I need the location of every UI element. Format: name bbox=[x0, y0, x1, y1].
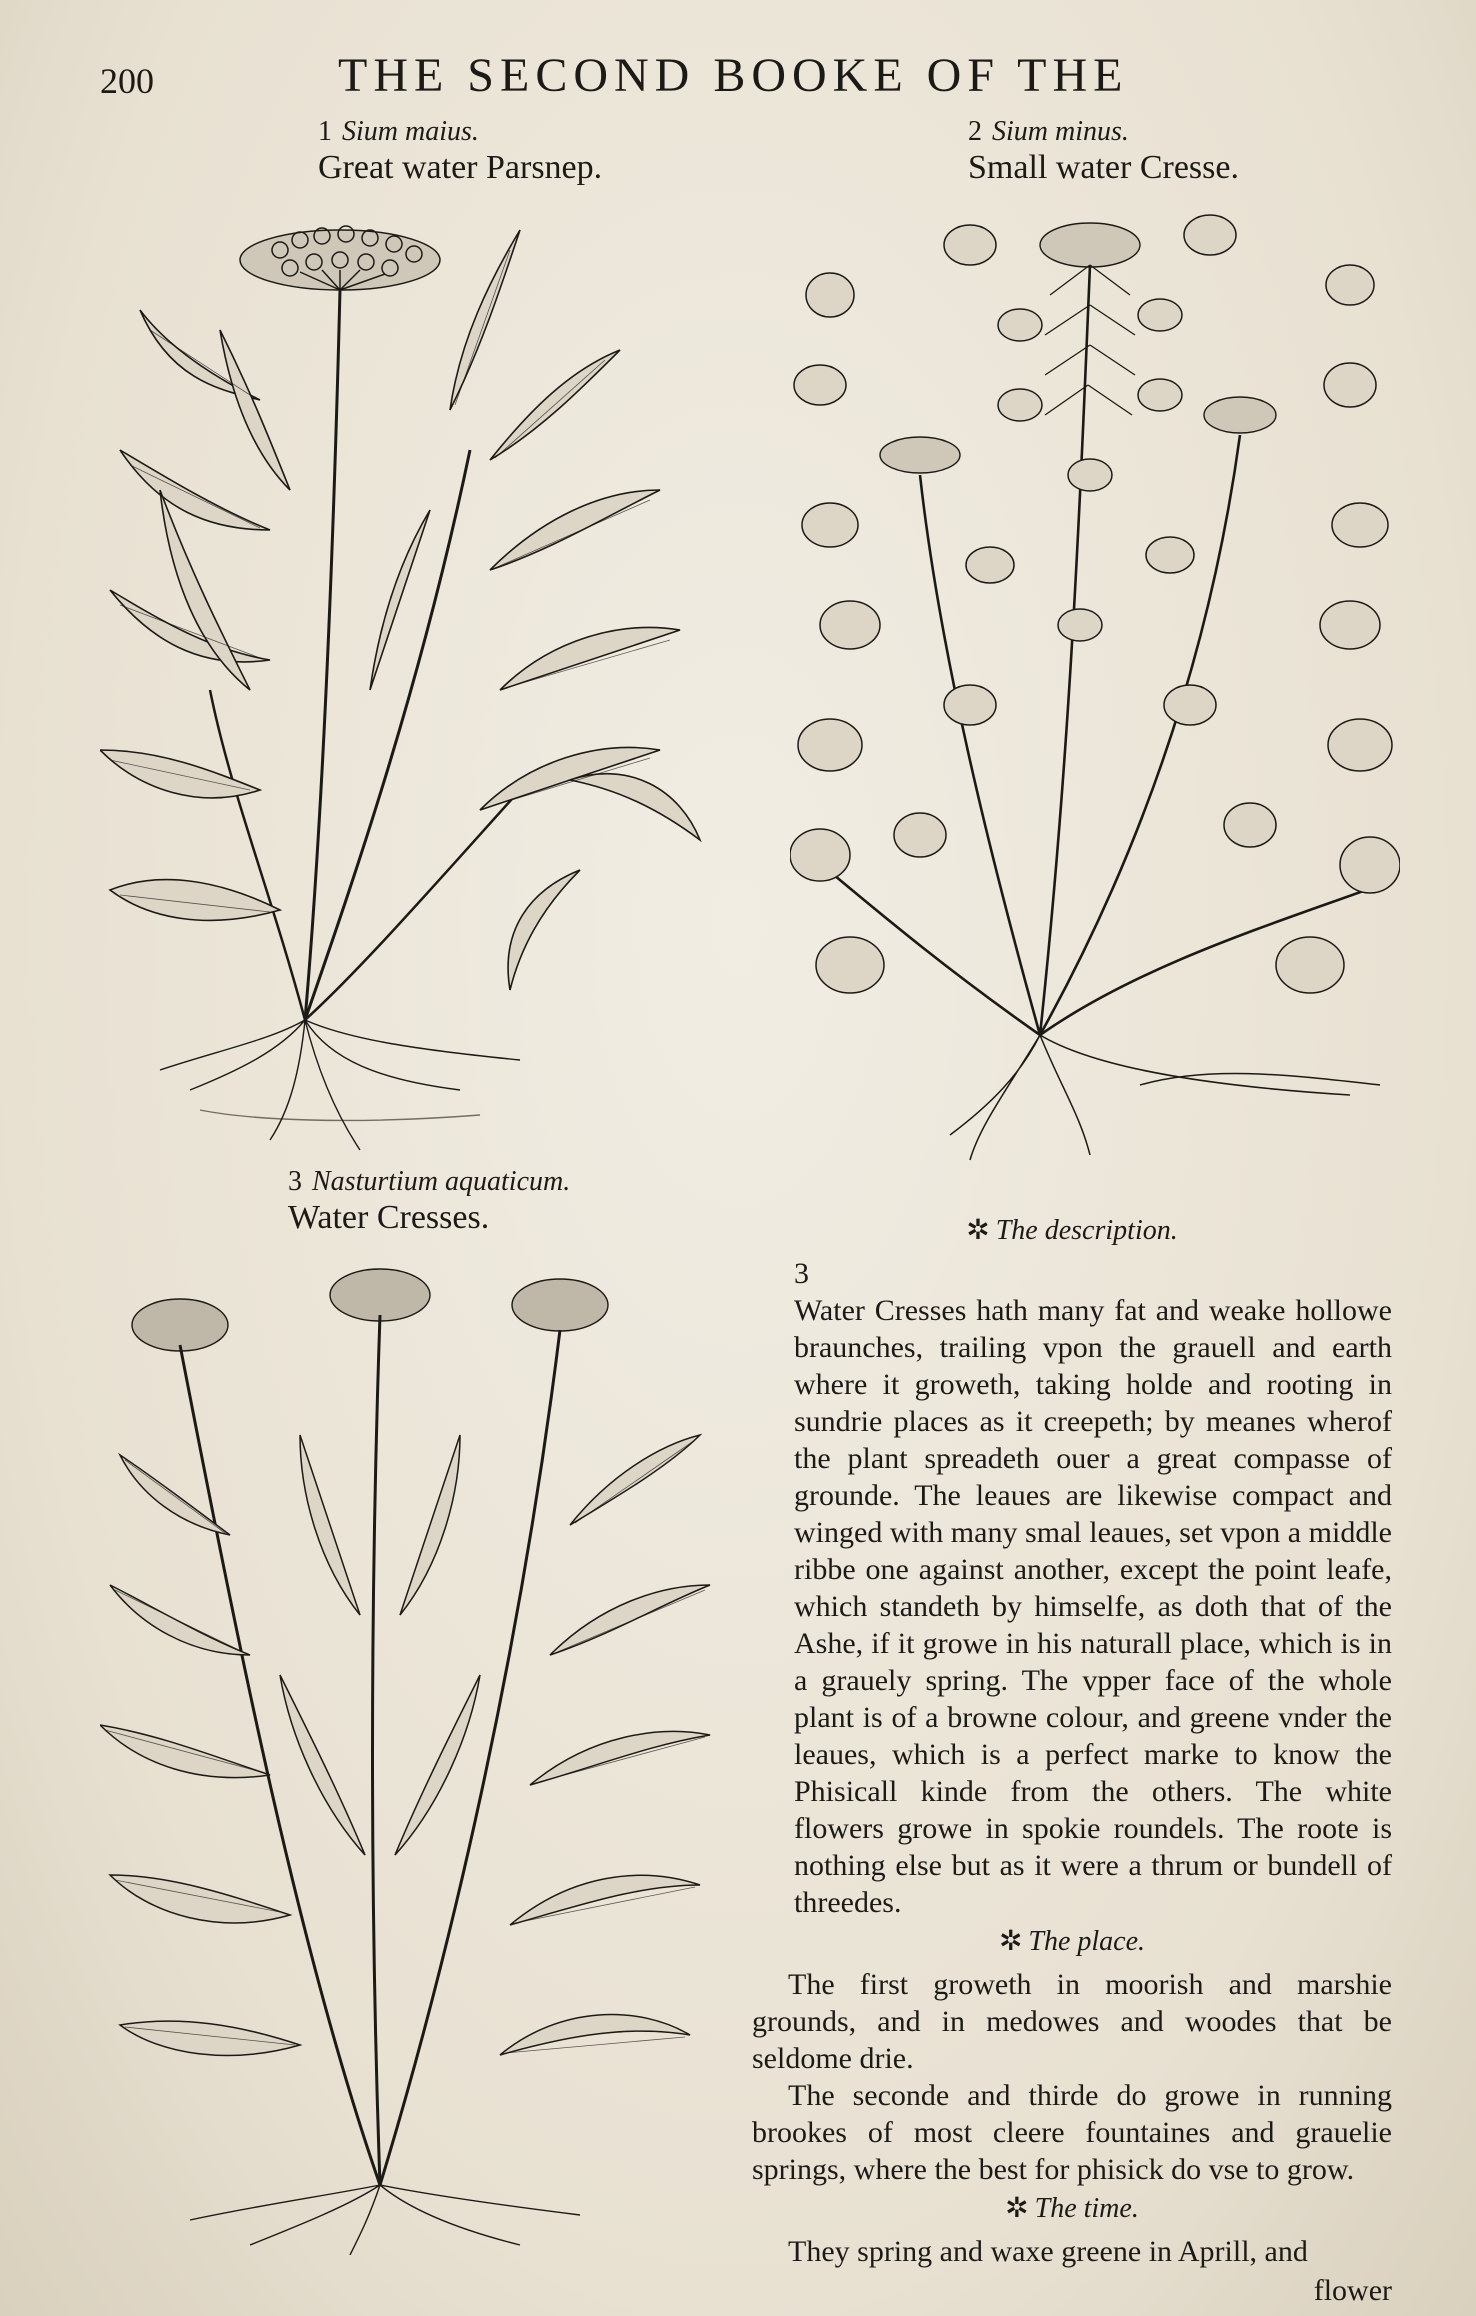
section-heading-description: ✲ The description. bbox=[966, 1215, 1178, 1246]
section-heading-time: ✲ The time. bbox=[1005, 2193, 1139, 2224]
figure-3-caption bbox=[288, 1166, 570, 1238]
catchword: flower bbox=[1313, 2274, 1392, 2307]
place-paragraph-1: The first groweth in moorish and marshie grounds, and in medowes and woodes that be seldome drie. bbox=[752, 1968, 1392, 2075]
description-paragraph bbox=[752, 1255, 1392, 1921]
description-text: Water Cresses hath many fat and weake hollowe braunches, trailing vpon the grauell and earth where it groweth, taking holde and rooting in sundrie places as it creepeth; by meanes wherof the plant spreadeth ouer a great compasse of grounde. The leaues are likewise compact and winged with many smal leaues, set vpon a middle ribbe one against another, except the point leafe, which standeth by himselfe, as doth that of the Ashe, if it growe in his naturall place, which is in a grauely spring. The vpper face of the whole plant is of a browne colour, and greene vnder the leaues, which is a perfect marke to know the Phisicall kinde from the others. The white flowers growe in spokie roundels. The roote is nothing else but as it were a thrum or bundell of threedes. bbox=[794, 1294, 1392, 1919]
text-column bbox=[752, 1210, 1392, 2309]
folio-number: 200 bbox=[100, 61, 154, 101]
time-paragraph: They spring and waxe greene in Aprill, and bbox=[788, 2235, 1308, 2268]
flower-heads bbox=[132, 1269, 608, 1351]
description-number: 3 bbox=[794, 1257, 809, 1290]
asterism-icon: ✲ bbox=[998, 1926, 1023, 1957]
figure-2-latin-name: 2 Sium minus. bbox=[968, 116, 1129, 147]
running-title: THE SECOND BOOKE OF THE bbox=[338, 49, 1129, 102]
figure-1-latin-name: 1 Sium maius. bbox=[318, 116, 479, 147]
asterism-icon: ✲ bbox=[966, 1215, 990, 1246]
figure-1-english-name: Great water Parsnep. bbox=[318, 149, 603, 186]
umbel-flower bbox=[240, 226, 440, 290]
woodcut-great-water-parsnep bbox=[100, 190, 720, 1160]
figure-2-caption bbox=[968, 116, 1239, 188]
page-header bbox=[100, 48, 1400, 108]
section-heading-place: ✲ The place. bbox=[998, 1926, 1146, 1957]
figure-3-english-name: Water Cresses. bbox=[288, 1199, 490, 1236]
figure-2-english-name: Small water Cresse. bbox=[968, 149, 1239, 186]
figure-3-latin-name: 3 Nasturtium aquaticum. bbox=[288, 1166, 571, 1197]
woodcut-small-water-cresse bbox=[790, 205, 1400, 1165]
asterism-icon: ✲ bbox=[1005, 2193, 1029, 2224]
umbel-flowers bbox=[880, 223, 1276, 473]
woodcut-water-cresses bbox=[100, 1255, 720, 2255]
place-paragraph-2: The seconde and thirde do growe in running brookes of most cleere fountaines and grauelie springs, where the best for phisick do vse to grow. bbox=[752, 2079, 1392, 2186]
figure-1-caption bbox=[318, 116, 602, 188]
